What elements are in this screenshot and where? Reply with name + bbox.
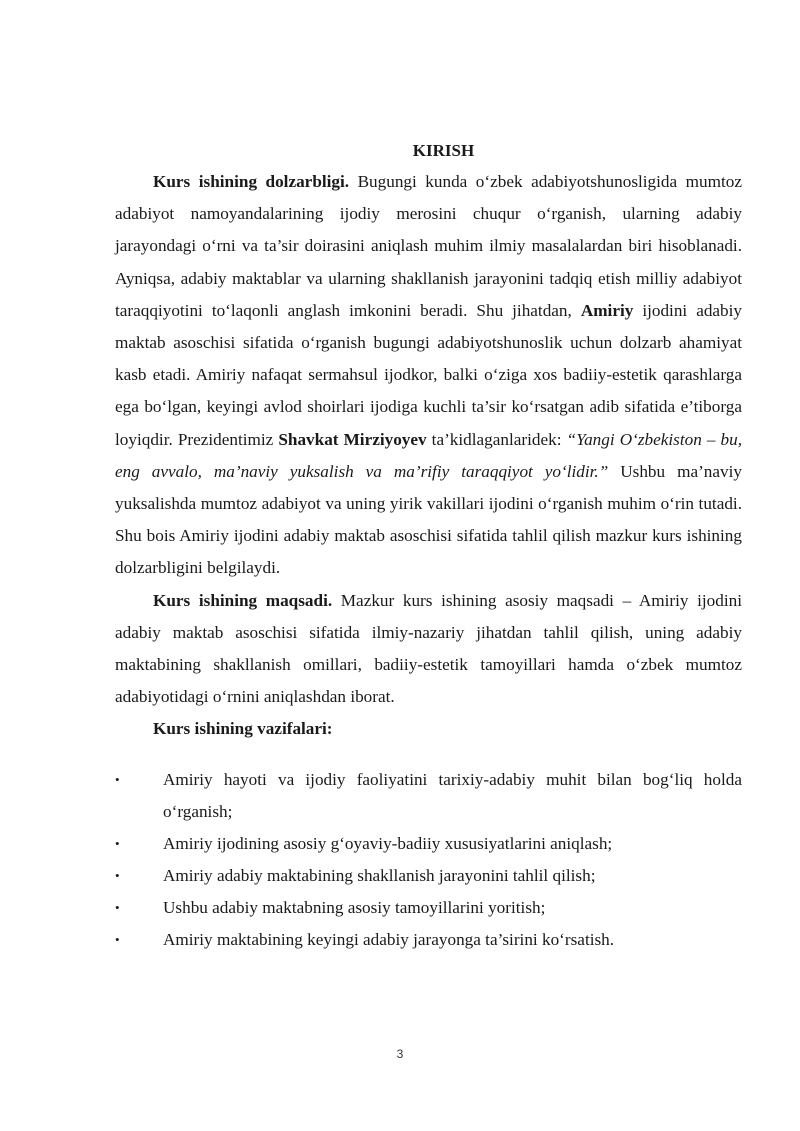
list-item [115,892,742,924]
task-text: Ushbu adabiy maktabning asosiy tamoyillarini yoritish; [163,897,546,917]
list-item [115,860,742,892]
page-number: 3 [396,1047,404,1061]
goal-heading: Kurs ishining maqsadi. [153,590,333,610]
bullet-icon: • [115,835,120,851]
tasks-list [115,764,742,956]
task-text: Amiriy hayoti va ijodiy faoliyatini tarixiy-adabiy muhit bilan bog‘liq holda o‘rganish; [163,769,742,821]
relevance-paragraph [115,166,742,585]
list-item [115,924,742,956]
relevance-text-4: Ushbu ma’naviy yuksalishda mumtoz adabiyot va uning yirik vakillari ijodini o‘rganish muhim o‘rin tutadi. Shu bois Amiriy ijodini adabiy maktab asoschisi sifatida tahlil qilish mazkur kurs ishining dolzarbligini belgilaydi. [115,461,742,578]
bullet-icon: • [115,931,120,947]
goal-text: Mazkur kurs ishining asosiy maqsadi – Amiriy ijodini adabiy maktab asoschisi sifatida ilmiy-nazariy jihatdan tahlil qilish, uning adabiy maktabining shakllanish omillari, badiiy-estetik tamoyillari hamda o‘zbek mumtoz adabiyotidagi o‘rnini aniqlashdan iborat. [115,590,742,707]
task-text: Amiriy ijodining asosiy g‘oyaviy-badiiy xususiyatlarini aniqlash; [163,833,613,853]
relevance-text-3: ta’kidlaganlaridek: [426,429,567,449]
task-text: Amiriy adabiy maktabining shakllanish jarayonini tahlil qilish; [163,865,596,885]
bullet-icon: • [115,899,120,915]
document-page [115,138,742,956]
bullet-icon: • [115,867,120,883]
author-name-amiriy: Amiriy [580,300,634,320]
relevance-heading: Kurs ishining dolzarbligi. [153,172,350,191]
president-name: Shavkat Mirziyoyev [278,429,427,449]
bullet-icon: • [115,771,120,787]
section-title: KIRISH [412,141,475,160]
task-text: Amiriy maktabining keyingi adabiy jarayonga ta’sirini ko‘rsatish. [163,929,615,949]
president-quote: “Yangi O‘zbekiston – bu, eng avvalo, ma’naviy yuksalish va ma’rifiy taraqqiyot yo‘lidir.” [115,429,742,481]
list-item [115,764,742,828]
tasks-heading: Kurs ishining vazifalari: [153,719,333,739]
relevance-text-1: Bugungi kunda o‘zbek adabiyotshunosligida mumtoz adabiyot namoyandalarining ijodiy merosini chuqur o‘rganish, ularning adabiy jarayondagi o‘rni va ta’sir doirasini aniqlash muhim ilmiy masalalardan biri hisoblanadi. Ayniqsa, adabiy maktablar va ularning shakllanish jarayonini tadqiq etish milliy adabiyot taraqqiyotini to‘laqonli anglash imkonini beradi. Shu jihatdan, [115,172,742,320]
relevance-text-2: ijodini adabiy maktab asoschisi sifatida o‘rganish bugungi adabiyotshunoslik uchun dolzarb ahamiyat kasb etadi. Amiriy nafaqat sermahsul ijodkor, balki o‘ziga xos badiiy-estetik qarashlarga ega bo‘lgan, keyingi avlod shoirlari ijodiga kuchli ta’sir ko‘rsatgan adib sifatida e’tiborga loyiqdir. Prezidentimiz [115,300,743,449]
goal-paragraph [115,585,742,714]
list-item [115,828,742,860]
